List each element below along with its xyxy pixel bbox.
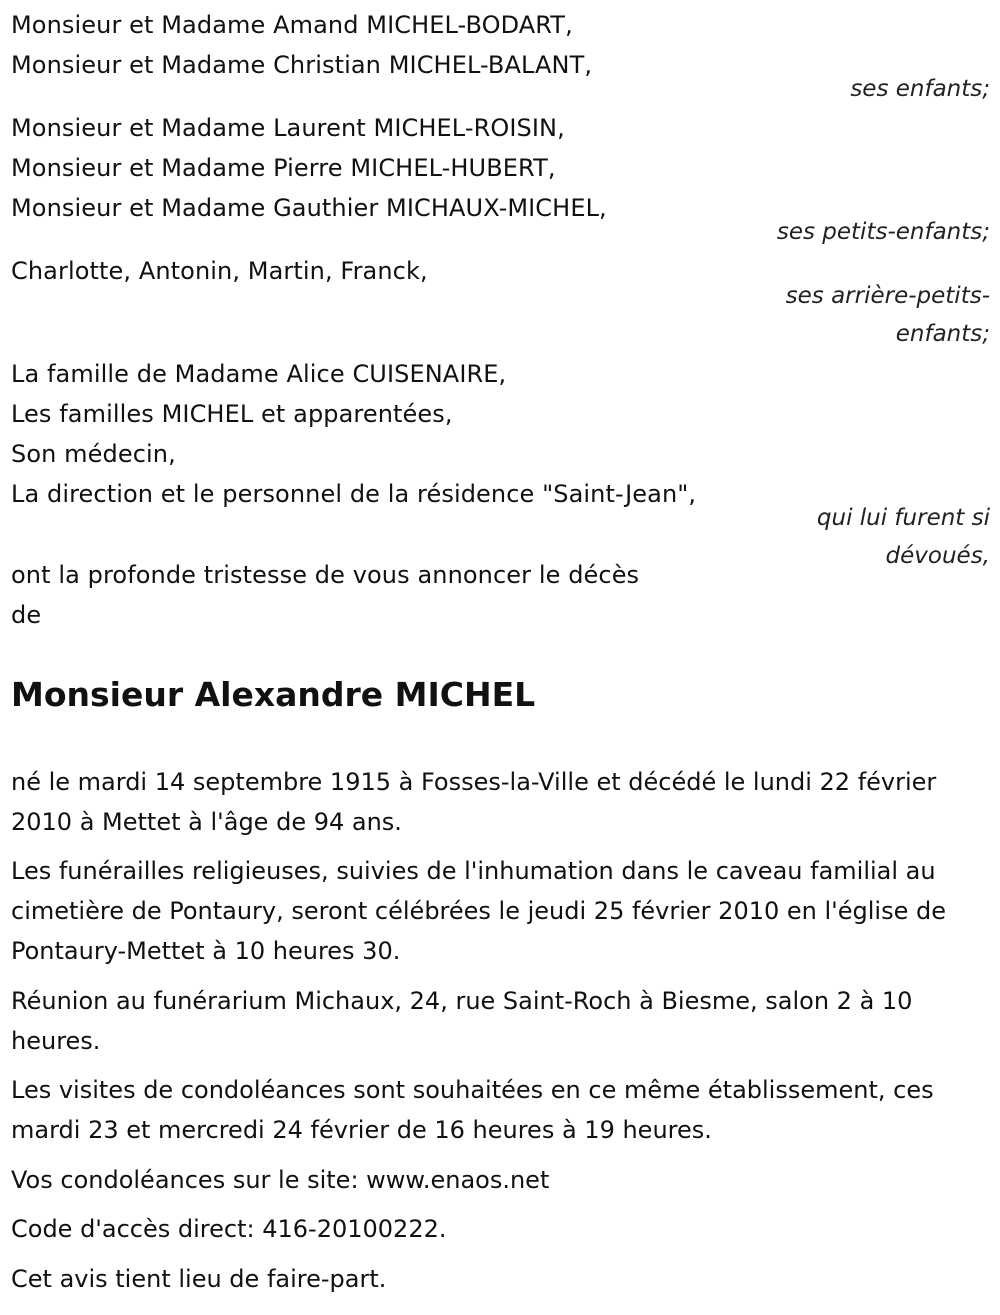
family-line: Monsieur et Madame Gauthier MICHAUX-MICHEL,	[11, 194, 607, 222]
relation-line: ses arrière-petits-	[785, 283, 990, 309]
grandchildren-relation: ses petits-enfants;	[776, 219, 990, 245]
others-relation	[817, 499, 990, 575]
family-line: Monsieur et Madame Christian MICHEL-BALANT,	[11, 51, 593, 79]
family-line: Les familles MICHEL et apparentées,	[11, 400, 453, 428]
visits-paragraph: Les visites de condoléances sont souhaitées en ce même établissement, ces mardi 23 et mercredi 24 février de 16 heures à 19 heures.	[11, 1076, 934, 1144]
family-line: La famille de Madame Alice CUISENAIRE,	[11, 360, 507, 388]
family-line: Son médecin,	[11, 440, 176, 468]
announcement-line: de	[11, 601, 42, 629]
deceased-name: Monsieur Alexandre MICHEL	[11, 675, 536, 714]
access-code-paragraph: Code d'accès direct: 416-20100222.	[11, 1215, 447, 1243]
children-list	[11, 5, 592, 85]
family-line: Charlotte, Antonin, Martin, Franck,	[11, 257, 428, 285]
announcement	[11, 555, 639, 635]
great-grandchildren-list	[11, 251, 428, 291]
meeting-paragraph: Réunion au funérarium Michaux, 24, rue Saint-Roch à Biesme, salon 2 à 10 heures.	[11, 987, 913, 1055]
great-grandchildren-relation	[786, 277, 990, 353]
family-line: Monsieur et Madame Laurent MICHEL-ROISIN,	[11, 114, 565, 142]
closing-paragraph: Cet avis tient lieu de faire-part.	[11, 1265, 387, 1293]
family-line: La direction et le personnel de la résidence "Saint-Jean",	[11, 480, 697, 508]
website-paragraph: Vos condoléances sur le site: www.enaos.net	[11, 1166, 550, 1194]
birth-death-paragraph: né le mardi 14 septembre 1915 à Fosses-la-Ville et décédé le lundi 22 février 2010 à Mettet à l'âge de 94 ans.	[11, 768, 937, 836]
relation-line: dévoués,	[885, 543, 990, 569]
grandchildren-list	[11, 108, 607, 228]
family-line: Monsieur et Madame Pierre MICHEL-HUBERT,	[11, 154, 556, 182]
family-line: Monsieur et Madame Amand MICHEL-BODART,	[11, 11, 573, 39]
relation-line: qui lui furent si	[816, 505, 990, 531]
others-list	[11, 354, 696, 514]
children-relation: ses enfants;	[850, 76, 990, 102]
relation-line: enfants;	[895, 321, 990, 347]
funeral-paragraph: Les funérailles religieuses, suivies de l'inhumation dans le caveau familial au cimetière de Pontaury, seront célébrées le jeudi 25 février 2010 en l'église de Pontaury-Mettet à 10 heures 30.	[11, 857, 946, 965]
announcement-line: ont la profonde tristesse de vous annoncer le décès	[11, 561, 640, 589]
